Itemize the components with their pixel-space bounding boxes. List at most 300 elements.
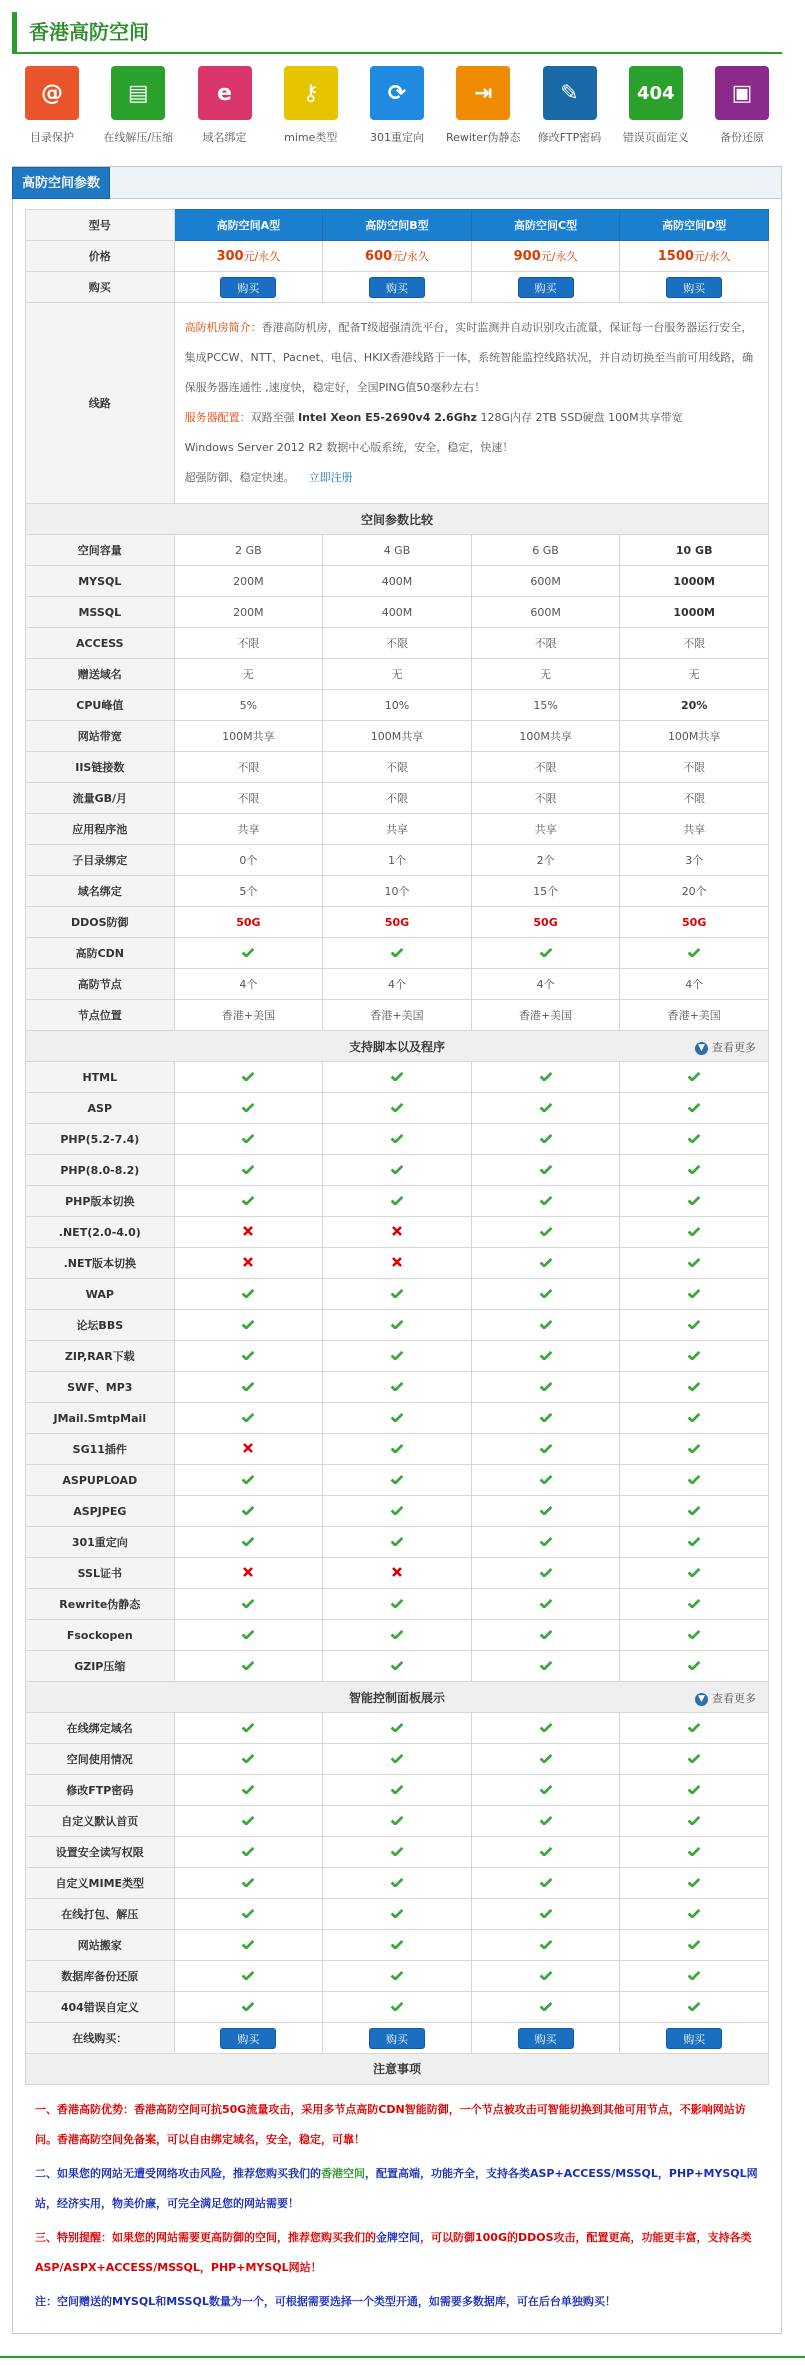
price-unit: 元/永久 — [540, 250, 578, 263]
cross-icon — [392, 1567, 402, 1577]
note-text: 二、如果您的网站无遭受网络攻击风险，推荐您购买我们的 — [35, 2167, 321, 2180]
page-title: 香港高防空间 — [12, 12, 782, 52]
view-more-link[interactable] — [695, 1690, 756, 1706]
table-row — [26, 1992, 769, 2023]
check-cell — [174, 938, 323, 969]
check-icon — [687, 1072, 701, 1081]
row-label: 论坛BBS — [26, 1310, 175, 1341]
check-icon — [390, 1878, 404, 1887]
value-cell: 10 GB — [620, 535, 769, 566]
table-row — [26, 535, 769, 566]
check-cell — [174, 1527, 323, 1558]
value-cell: 600M — [471, 566, 620, 597]
intro-text: 香港高防机房，配备T级超强清洗平台，实时监测并自动识别攻击流量，保证每一台服务器运行安全，集成PCCW、NTT、Pacnet、电信、HKIX香港线路于一体，系统智能监控线路状况，并自动切换至当前可用线路，确保服务器连通性 ,速度快，稳定好，全国PING值50毫秒左右！ — [184, 321, 754, 394]
line-description — [174, 303, 768, 504]
feature-icons — [12, 54, 782, 162]
check-icon — [241, 1351, 255, 1360]
plan-header: 高防空间A型 — [174, 210, 323, 241]
table-row — [26, 1403, 769, 1434]
check-cell — [620, 1496, 769, 1527]
value-cell: 100M共享 — [323, 721, 472, 752]
check-icon — [539, 1351, 553, 1360]
cross-icon — [392, 1257, 402, 1267]
check-icon — [539, 1723, 553, 1732]
check-cell — [323, 1651, 472, 1682]
row-label: 空间容量 — [26, 535, 175, 566]
check-icon — [241, 1475, 255, 1484]
cross-cell — [323, 1217, 472, 1248]
table-row — [26, 783, 769, 814]
value-cell: 100M共享 — [620, 721, 769, 752]
check-icon — [539, 1537, 553, 1546]
check-icon — [687, 2002, 701, 2011]
check-cell — [471, 1775, 620, 1806]
check-icon — [539, 1878, 553, 1887]
check-icon — [241, 1661, 255, 1670]
check-icon — [687, 1568, 701, 1577]
row-label: HTML — [26, 1062, 175, 1093]
check-cell — [174, 1155, 323, 1186]
cross-icon — [243, 1257, 253, 1267]
check-cell — [471, 1589, 620, 1620]
check-icon — [687, 1227, 701, 1236]
buy-button[interactable]: 购买 — [518, 277, 574, 298]
check-icon — [687, 1413, 701, 1422]
value-cell: 无 — [620, 659, 769, 690]
check-icon — [539, 1258, 553, 1267]
check-cell — [174, 1992, 323, 2023]
check-icon — [539, 1196, 553, 1205]
value-cell: 20% — [620, 690, 769, 721]
domain-icon: e — [198, 66, 252, 120]
table-row — [26, 1465, 769, 1496]
table-row — [26, 1000, 769, 1031]
value-cell: 100M共享 — [471, 721, 620, 752]
table-row — [26, 1589, 769, 1620]
table-row — [26, 1837, 769, 1868]
check-icon — [390, 1444, 404, 1453]
check-icon — [539, 1134, 553, 1143]
online-buy-button[interactable]: 购买 — [666, 2028, 722, 2049]
table-row — [26, 659, 769, 690]
feature-label: Rewiter伪静态 — [445, 131, 521, 144]
check-icon — [390, 2002, 404, 2011]
buy-button[interactable]: 购买 — [220, 277, 276, 298]
cross-cell — [174, 1217, 323, 1248]
table-row — [26, 1217, 769, 1248]
plan-header: 高防空间B型 — [323, 210, 472, 241]
params-panel — [12, 166, 782, 2334]
check-cell — [620, 1186, 769, 1217]
check-cell — [323, 1403, 472, 1434]
check-icon — [390, 948, 404, 957]
notes-title: 注意事项 — [25, 2054, 769, 2085]
check-icon — [539, 1630, 553, 1639]
feature-label: 错误页面定义 — [622, 131, 689, 144]
check-cell — [323, 1465, 472, 1496]
check-icon — [687, 1971, 701, 1980]
check-cell — [323, 1279, 472, 1310]
price-unit: 元/永久 — [243, 250, 281, 263]
row-label: SG11插件 — [26, 1434, 175, 1465]
check-cell — [323, 1589, 472, 1620]
value-cell: 共享 — [174, 814, 323, 845]
check-icon — [241, 1382, 255, 1391]
check-icon — [241, 1165, 255, 1174]
table-row — [26, 1062, 769, 1093]
note-text: 一、香港高防优势：香港高防空间可抗50G流量攻击，采用多节点高防CDN智能防御，一个节点被攻击可智能切换到其他可用节点，不影响网站访问。香港高防空间免备案，可以自由绑定域名，安全，稳定，可靠！ — [35, 2103, 746, 2146]
table-row — [26, 1341, 769, 1372]
check-icon — [241, 1537, 255, 1546]
table-row — [26, 1620, 769, 1651]
check-icon — [241, 1103, 255, 1112]
row-label: 高防节点 — [26, 969, 175, 1000]
check-cell — [620, 1806, 769, 1837]
check-icon — [687, 1661, 701, 1670]
check-icon — [539, 1103, 553, 1112]
table-row — [26, 1868, 769, 1899]
price-value: 900 — [513, 249, 541, 264]
table-row — [26, 1930, 769, 1961]
note-text: 注：空间赠送的MYSQL和MSSQL数量为一个，可根据需要选择一个类型开通，如需要多数据库，可在后台单独购买！ — [35, 2295, 616, 2308]
check-cell — [471, 1496, 620, 1527]
check-cell — [471, 1279, 620, 1310]
value-cell: 不限 — [471, 628, 620, 659]
check-icon — [687, 1599, 701, 1608]
check-icon — [539, 1940, 553, 1949]
value-cell: 2个 — [471, 845, 620, 876]
check-cell — [471, 1372, 620, 1403]
row-label: 网站搬家 — [26, 1930, 175, 1961]
section-scripts — [26, 1031, 769, 1062]
check-cell — [471, 1248, 620, 1279]
row-label: 设置安全读写权限 — [26, 1837, 175, 1868]
row-label: 高防CDN — [26, 938, 175, 969]
row-label: .NET版本切换 — [26, 1248, 175, 1279]
table-row — [26, 721, 769, 752]
check-cell — [620, 1620, 769, 1651]
check-cell — [174, 1279, 323, 1310]
table-row — [26, 1806, 769, 1837]
check-cell — [174, 1868, 323, 1899]
table-row — [26, 969, 769, 1000]
check-cell — [174, 1310, 323, 1341]
check-icon — [390, 1382, 404, 1391]
online-buy-button[interactable]: 购买 — [220, 2028, 276, 2049]
config-prefix: 服务器配置： — [184, 411, 251, 424]
value-cell: 100M共享 — [174, 721, 323, 752]
check-icon — [241, 1320, 255, 1329]
section-title: 支持脚本以及程序 — [348, 1039, 445, 1054]
check-cell — [323, 1527, 472, 1558]
check-icon — [241, 1940, 255, 1949]
feature-floppy[interactable] — [702, 66, 782, 162]
check-icon — [390, 1661, 404, 1670]
section-compare — [26, 504, 769, 535]
value-cell: 15% — [471, 690, 620, 721]
cross-cell — [174, 1248, 323, 1279]
check-icon — [539, 1072, 553, 1081]
table-row — [26, 628, 769, 659]
notes — [25, 2085, 769, 2317]
table-row — [26, 907, 769, 938]
row-label: 流量GB/月 — [26, 783, 175, 814]
check-icon — [539, 1785, 553, 1794]
row-label: ASPJPEG — [26, 1496, 175, 1527]
table-row — [26, 1651, 769, 1682]
value-cell: 50G — [323, 907, 472, 938]
check-icon — [687, 1134, 701, 1143]
row-label: PHP(8.0-8.2) — [26, 1155, 175, 1186]
table-row — [26, 1527, 769, 1558]
line-row — [26, 303, 769, 504]
feature-sitemap[interactable] — [271, 66, 351, 162]
check-cell — [620, 1062, 769, 1093]
footer-divider — [0, 2356, 805, 2358]
check-icon — [539, 2002, 553, 2011]
online-buy-button[interactable]: 购买 — [369, 2028, 425, 2049]
check-cell — [471, 1558, 620, 1589]
table-row — [26, 1124, 769, 1155]
table-row — [26, 1899, 769, 1930]
view-more-link[interactable] — [695, 1039, 756, 1055]
check-icon — [687, 1196, 701, 1205]
check-icon — [539, 1816, 553, 1825]
check-cell — [471, 1868, 620, 1899]
buy-cell — [174, 272, 323, 303]
table-row — [26, 1279, 769, 1310]
check-cell — [620, 1930, 769, 1961]
check-cell — [620, 1217, 769, 1248]
note-text: 三、特别提醒：如果您的网站需要更高防御的空间，推荐您购买我们的 — [35, 2231, 376, 2244]
check-icon — [687, 1165, 701, 1174]
check-cell — [174, 1403, 323, 1434]
check-icon — [539, 1165, 553, 1174]
check-cell — [323, 1930, 472, 1961]
feature-label: mime类型 — [284, 131, 338, 144]
check-icon — [390, 1909, 404, 1918]
check-cell — [174, 1465, 323, 1496]
value-cell: 50G — [471, 907, 620, 938]
check-icon — [687, 1258, 701, 1267]
check-cell — [323, 1806, 472, 1837]
check-cell — [174, 1093, 323, 1124]
check-icon — [241, 1785, 255, 1794]
check-cell — [620, 1558, 769, 1589]
price-cell — [323, 241, 472, 272]
check-cell — [174, 1589, 323, 1620]
gold-space-link[interactable]: 金牌空间 — [376, 2231, 420, 2244]
value-cell: 共享 — [620, 814, 769, 845]
row-label: .NET(2.0-4.0) — [26, 1217, 175, 1248]
check-cell — [471, 1744, 620, 1775]
table-row — [26, 1434, 769, 1465]
feature-archive[interactable] — [98, 66, 178, 162]
row-label: ACCESS — [26, 628, 175, 659]
register-link[interactable]: 立即注册 — [308, 471, 353, 484]
row-label: 在线打包、解压 — [26, 1899, 175, 1930]
row-label: JMail.SmtpMail — [26, 1403, 175, 1434]
check-cell — [620, 1093, 769, 1124]
check-cell — [471, 1527, 620, 1558]
check-cell — [323, 1868, 472, 1899]
check-cell — [620, 1279, 769, 1310]
check-icon — [390, 1320, 404, 1329]
check-icon — [241, 1878, 255, 1887]
check-icon — [687, 1940, 701, 1949]
row-label: ZIP,RAR下载 — [26, 1341, 175, 1372]
check-icon — [539, 1413, 553, 1422]
value-cell: 5个 — [174, 876, 323, 907]
row-label: 自定义默认首页 — [26, 1806, 175, 1837]
value-cell: 香港+美国 — [620, 1000, 769, 1031]
check-cell — [471, 1403, 620, 1434]
plan-header: 高防空间D型 — [620, 210, 769, 241]
value-cell: 20个 — [620, 876, 769, 907]
cross-icon — [243, 1567, 253, 1577]
value-cell: 不限 — [620, 628, 769, 659]
value-cell: 1个 — [323, 845, 472, 876]
row-label: ASPUPLOAD — [26, 1465, 175, 1496]
check-cell — [174, 1186, 323, 1217]
row-label: PHP(5.2-7.4) — [26, 1124, 175, 1155]
check-cell — [323, 1744, 472, 1775]
check-icon — [241, 1072, 255, 1081]
price-value: 600 — [365, 249, 393, 264]
cross-cell — [323, 1558, 472, 1589]
value-cell: 4个 — [174, 969, 323, 1000]
cross-icon — [392, 1226, 402, 1236]
price-unit: 元/永久 — [693, 250, 731, 263]
check-icon — [390, 1599, 404, 1608]
table-row — [26, 690, 769, 721]
feature-domain[interactable] — [185, 66, 265, 162]
table-row — [26, 1961, 769, 1992]
row-label: 404错误自定义 — [26, 1992, 175, 2023]
check-icon — [241, 1909, 255, 1918]
feature-redirect[interactable] — [357, 66, 437, 162]
hk-space-link[interactable]: 香港空间 — [321, 2167, 365, 2180]
check-cell — [620, 1868, 769, 1899]
check-icon — [390, 1165, 404, 1174]
check-cell — [620, 1341, 769, 1372]
check-icon — [241, 1754, 255, 1763]
check-cell — [620, 1992, 769, 2023]
feature-pen[interactable] — [530, 66, 610, 162]
feature-label: 目录保护 — [30, 131, 74, 144]
feature-label: 301重定向 — [370, 131, 424, 144]
row-label: 自定义MIME类型 — [26, 1868, 175, 1899]
check-cell — [323, 1434, 472, 1465]
check-icon — [539, 1506, 553, 1515]
check-icon — [390, 1847, 404, 1856]
check-cell — [620, 1744, 769, 1775]
check-icon — [390, 1754, 404, 1763]
check-cell — [471, 1310, 620, 1341]
value-cell: 4个 — [471, 969, 620, 1000]
header-row — [26, 210, 769, 241]
check-cell — [471, 1620, 620, 1651]
check-cell — [174, 1496, 323, 1527]
feature-label: 在线解压/压缩 — [103, 131, 174, 144]
value-cell: 共享 — [471, 814, 620, 845]
check-icon — [390, 1134, 404, 1143]
price-value: 1500 — [657, 249, 694, 264]
note-text: ，配置高端，功能齐全，支持各类ASP+ACCESS/MSSQL，PHP+MYSQL网站，经济实用，物美价廉，可完全满足您的网站需要！ — [35, 2167, 758, 2210]
note-item — [35, 2095, 759, 2155]
check-icon — [241, 1723, 255, 1732]
check-icon — [539, 1971, 553, 1980]
check-cell — [620, 938, 769, 969]
check-icon — [539, 1320, 553, 1329]
online-buy-row — [26, 2023, 769, 2054]
row-label: IIS链接数 — [26, 752, 175, 783]
table-row — [26, 1775, 769, 1806]
value-cell: 共享 — [323, 814, 472, 845]
feature-rewrite[interactable] — [443, 66, 523, 162]
check-cell — [471, 1217, 620, 1248]
check-icon — [390, 1475, 404, 1484]
value-cell: 400M — [323, 566, 472, 597]
check-icon — [241, 1847, 255, 1856]
check-cell — [620, 1403, 769, 1434]
cross-icon — [243, 1443, 253, 1453]
buy-button[interactable]: 购买 — [666, 277, 722, 298]
check-cell — [174, 1806, 323, 1837]
table-row — [26, 597, 769, 628]
buy-button[interactable]: 购买 — [369, 277, 425, 298]
row-label: 应用程序池 — [26, 814, 175, 845]
value-cell: 无 — [471, 659, 620, 690]
cross-cell — [174, 1558, 323, 1589]
value-cell: 不限 — [174, 783, 323, 814]
buy-cell — [471, 2023, 620, 2054]
feature-folder-lock[interactable] — [12, 66, 92, 162]
value-cell: 6 GB — [471, 535, 620, 566]
value-cell: 不限 — [174, 752, 323, 783]
error-404-icon: 404 — [629, 66, 683, 120]
check-cell — [323, 1155, 472, 1186]
check-icon — [241, 1134, 255, 1143]
value-cell: 1000M — [620, 597, 769, 628]
value-cell: 不限 — [620, 752, 769, 783]
value-cell: 0个 — [174, 845, 323, 876]
table-row — [26, 752, 769, 783]
table-row — [26, 1744, 769, 1775]
value-cell: 15个 — [471, 876, 620, 907]
section-control — [26, 1682, 769, 1713]
table-row — [26, 938, 769, 969]
check-cell — [323, 1899, 472, 1930]
cross-cell — [323, 1248, 472, 1279]
check-cell — [323, 1124, 472, 1155]
check-cell — [620, 1372, 769, 1403]
check-cell — [471, 1837, 620, 1868]
row-label: MYSQL — [26, 566, 175, 597]
value-cell: 香港+美国 — [323, 1000, 472, 1031]
panel-tab[interactable]: 高防空间参数 — [12, 167, 110, 199]
price-unit: 元/永久 — [392, 250, 429, 263]
check-cell — [620, 1837, 769, 1868]
check-icon — [687, 1351, 701, 1360]
online-buy-button[interactable]: 购买 — [518, 2028, 574, 2049]
feature-label: 备份还原 — [720, 131, 764, 144]
check-icon — [241, 2002, 255, 2011]
check-icon — [687, 1847, 701, 1856]
check-cell — [620, 1465, 769, 1496]
feature-error-404[interactable] — [616, 66, 696, 162]
check-cell — [471, 1651, 620, 1682]
